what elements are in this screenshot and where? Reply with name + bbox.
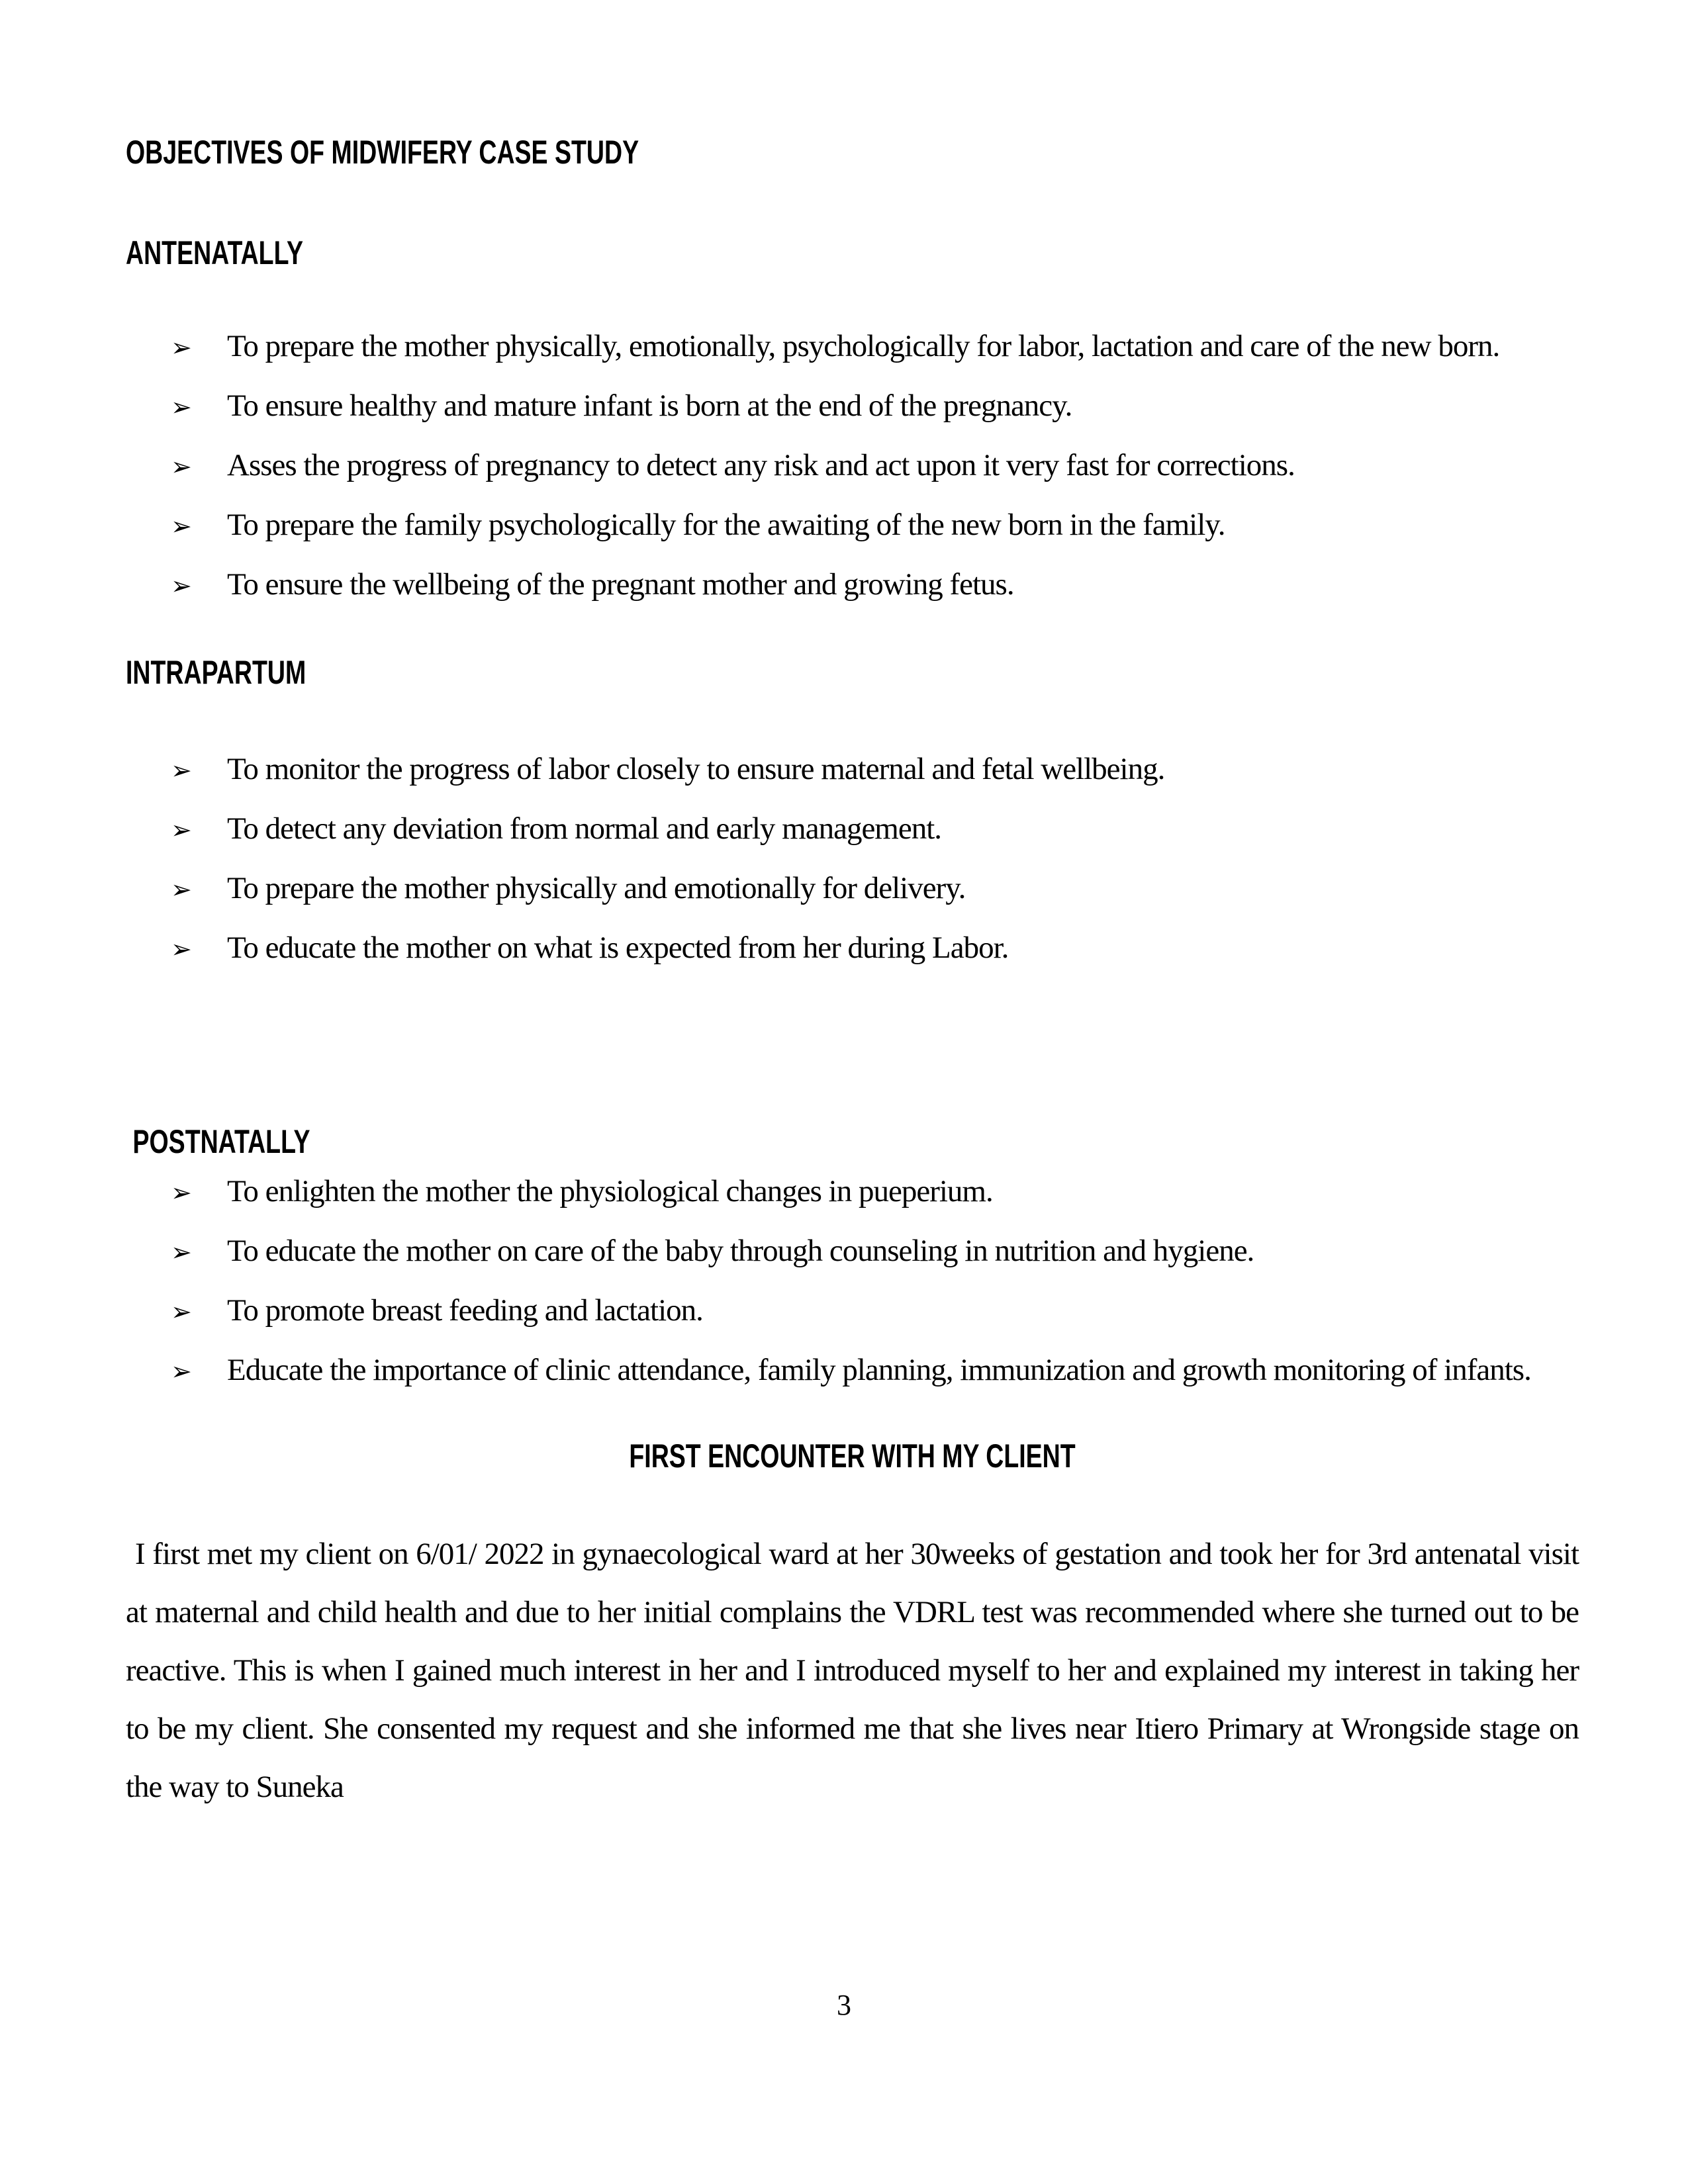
- arrow-bullet-icon: ➢: [171, 571, 192, 600]
- list-item: [126, 436, 1579, 496]
- list-item: [126, 1162, 1579, 1222]
- page-number: 3: [837, 1989, 851, 2021]
- arrow-bullet-icon: ➢: [171, 333, 192, 362]
- list-item-text: To educate the mother on what is expected from her during Labor.: [227, 931, 1009, 965]
- section-heading-antenatally: ANTENATALLY: [126, 234, 304, 271]
- list-item-text: Asses the progress of pregnancy to detect any risk and act upon it very fast for corrections.: [227, 448, 1295, 482]
- list-item-text: To ensure the wellbeing of the pregnant mother and growing fetus.: [227, 567, 1014, 602]
- list-item-text: To prepare the family psychologically for the awaiting of the new born in the family.: [227, 508, 1225, 542]
- encounter-paragraph: I first met my client on 6/01/ 2022 in gynaecological ward at her 30weeks of gestation and took her for 3rd antenatal visit at maternal and child health and due to her initial complains the VDRL test was recommended where she turned out to be reactive. This is when I gained much interest in her and I introduced myself to her and explained my interest in taking her to be my client. She consented my request and she informed me that she lives near Itiero Primary at Wrongside stage on the way to Suneka: [126, 1537, 1579, 1804]
- arrow-bullet-icon: ➢: [171, 392, 192, 422]
- arrow-bullet-icon: ➢: [171, 1357, 192, 1386]
- section-intrapartum: [126, 656, 1579, 978]
- list-item: [126, 317, 1579, 377]
- list-item-text: To prepare the mother physically and emotionally for delivery.: [227, 871, 966, 905]
- encounter-heading: FIRST ENCOUNTER WITH MY CLIENT: [629, 1437, 1076, 1475]
- list-item-text: To detect any deviation from normal and early management.: [227, 811, 942, 846]
- list-item-text: To monitor the progress of labor closely to ensure maternal and fetal wellbeing.: [227, 752, 1165, 786]
- list-item: [126, 496, 1579, 555]
- list-item: [126, 919, 1579, 978]
- section-antenatally: [126, 236, 1579, 615]
- list-item-text: To promote breast feeding and lactation.: [227, 1293, 703, 1328]
- section-heading-postnatally: POSTNATALLY: [132, 1123, 310, 1160]
- arrow-bullet-icon: ➢: [171, 934, 192, 964]
- list-item-text: To educate the mother on care of the baby through counseling in nutrition and hygiene.: [227, 1234, 1254, 1268]
- bullet-list-antenatally: [126, 317, 1579, 615]
- list-item-text: To ensure healthy and mature infant is born at the end of the pregnancy.: [227, 388, 1072, 423]
- section-heading-intrapartum: INTRAPARTUM: [126, 654, 306, 691]
- list-item: [126, 555, 1579, 615]
- arrow-bullet-icon: ➢: [171, 512, 192, 541]
- arrow-bullet-icon: ➢: [171, 1238, 192, 1267]
- list-item-text: Educate the importance of clinic attendance, family planning, immunization and growth monitoring of infants.: [227, 1353, 1531, 1387]
- bullet-list-postnatally: [126, 1162, 1579, 1400]
- bullet-list-intrapartum: [126, 740, 1579, 978]
- list-item-text: To prepare the mother physically, emotionally, psychologically for labor, lactation and care of the new born.: [227, 329, 1500, 363]
- list-item: [126, 1341, 1579, 1400]
- arrow-bullet-icon: ➢: [171, 1178, 192, 1207]
- arrow-bullet-icon: ➢: [171, 756, 192, 785]
- list-item: [126, 377, 1579, 436]
- list-item: [126, 799, 1579, 859]
- section-postnatally: [126, 1125, 1579, 1400]
- document-title: OBJECTIVES OF MIDWIFERY CASE STUDY: [126, 134, 639, 171]
- document-content: [126, 0, 1579, 1816]
- list-item: [126, 859, 1579, 919]
- list-item: [126, 740, 1579, 799]
- list-item: [126, 1222, 1579, 1281]
- list-item-text: To enlighten the mother the physiological changes in pueperium.: [227, 1174, 993, 1208]
- arrow-bullet-icon: ➢: [171, 1297, 192, 1326]
- arrow-bullet-icon: ➢: [171, 875, 192, 904]
- arrow-bullet-icon: ➢: [171, 452, 192, 481]
- arrow-bullet-icon: ➢: [171, 815, 192, 844]
- encounter-heading-row: [126, 1439, 1579, 1473]
- list-item: [126, 1281, 1579, 1341]
